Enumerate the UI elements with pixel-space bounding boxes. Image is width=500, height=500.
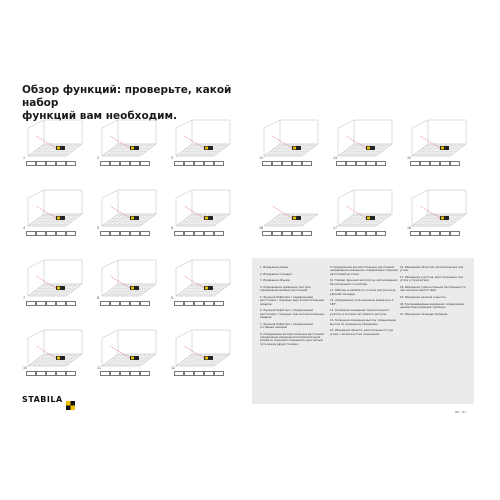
legend-item: 10. Таймер: функция автоспуска, для измерения без искажения со штатива. [330,279,398,286]
feature-cell [130,301,140,306]
legend-column-2 [330,266,398,339]
brand-name: STABILA [22,395,63,404]
function-tile-8 [96,256,162,306]
feature-cell [346,161,356,166]
feature-cell [36,161,46,166]
function-tile-12 [170,326,236,376]
feature-cell [100,161,110,166]
function-tile-6 [170,186,236,236]
feature-bar [410,231,460,236]
feature-cell [140,231,150,236]
functions-legend [252,258,474,404]
feature-cell [184,231,194,236]
feature-cell [366,231,376,236]
feature-cell [420,231,430,236]
function-tile-15 [406,116,472,166]
feature-bar [410,161,460,166]
feature-cell [66,301,76,306]
legend-item: 21. Измерение площади трапеции. [400,312,449,316]
feature-cell [120,161,130,166]
legend-item: 13. Косвенное измерение горизонтального участка, в котором нет прямого доступа. [330,309,390,316]
feature-cell [292,231,302,236]
feature-bar [26,371,76,376]
feature-cell [130,371,140,376]
feature-bar [262,231,312,236]
feature-bar [26,301,76,306]
feature-cell [356,231,366,236]
tile-number: 1 [23,156,26,160]
function-tile-14 [332,116,398,166]
legend-item: 8. Определение вспомогательных расстояний: определение измеренной вспомогательной разметки позволяет определять однотипный путь между двумя точками. [260,332,325,346]
feature-cell [46,161,56,166]
feature-bar [100,371,150,376]
feature-cell [262,161,272,166]
feature-cell [214,371,224,376]
function-tile-3 [170,116,236,166]
feature-cell [26,161,36,166]
function-tile-18 [406,186,472,236]
feature-cell [214,161,224,166]
function-tile-1 [22,116,88,166]
feature-cell [174,231,184,236]
feature-cell [272,231,282,236]
feature-cell [184,161,194,166]
feature-bar [336,161,386,166]
tile-number: 13 [259,156,264,160]
feature-cell [194,161,204,166]
tile-number: 14 [333,156,338,160]
feature-cell [214,231,224,236]
feature-cell [376,231,386,236]
feature-cell [336,161,346,166]
feature-bar [100,231,150,236]
feature-cell [140,161,150,166]
feature-cell [46,231,56,236]
brand-mark-icon [66,395,75,404]
feature-cell [204,231,214,236]
feature-cell [440,161,450,166]
feature-cell [110,301,120,306]
feature-cell [214,301,224,306]
feature-cell [194,231,204,236]
feature-cell [262,231,272,236]
feature-cell [120,371,130,376]
feature-cell [36,231,46,236]
feature-cell [174,371,184,376]
feature-bar [100,161,150,166]
feature-cell [184,371,194,376]
legend-item: 19. Измерение наклона и высоты. [400,296,447,299]
feature-cell [100,371,110,376]
feature-cell [100,301,110,306]
legend-item: 7. Функция Пифагора с определением составных замеров. [260,322,313,329]
feature-cell [282,161,292,166]
tile-number: 6 [171,226,174,230]
legend-item: 6. Функция Пифагора с определением расстояния с помощью трех вспомогательных замеров. [260,309,324,319]
feature-cell [56,161,66,166]
legend-item: 20. Трапециевидные измерения: определение неизвестных размеров трапеции. [400,302,464,309]
feature-cell [194,301,204,306]
feature-cell [26,371,36,376]
feature-bar [100,301,150,306]
feature-cell [174,301,184,306]
feature-cell [36,371,46,376]
feature-bar [174,161,224,166]
tile-number: 12 [171,366,176,370]
legend-item: 11. Рабочая зона/область, плитка для расчетов рабочей площади. [330,289,396,296]
feature-cell [56,231,66,236]
feature-cell [66,371,76,376]
feature-cell [36,301,46,306]
feature-cell [356,161,366,166]
tile-number: 11 [97,366,102,370]
tile-number: 16 [259,226,264,230]
feature-bar [174,371,224,376]
feature-cell [204,371,214,376]
feature-cell [346,231,356,236]
legend-item: 3. Измерение объема. [260,279,291,283]
feature-cell [140,371,150,376]
feature-cell [140,301,150,306]
feature-bar [26,161,76,166]
feature-cell [302,231,312,236]
feature-cell [46,301,56,306]
tile-number: 4 [23,226,26,230]
tile-number: 5 [97,226,100,230]
feature-cell [120,301,130,306]
feature-cell [194,371,204,376]
feature-bar [262,161,312,166]
legend-item: 14. Косвенное измерение высоты: определение высоты по косвенному измерению. [330,319,396,326]
feature-cell [336,231,346,236]
function-tile-5 [96,186,162,236]
feature-cell [56,301,66,306]
function-tile-13 [258,116,324,166]
tile-number: 18 [407,226,412,230]
legend-item: 12. Определение угла наклона в диапазоне ± 180°. [330,299,394,306]
tile-number: 17 [333,226,338,230]
feature-cell [410,231,420,236]
tile-number: 7 [23,296,26,300]
title-line-1: Обзор функций: проверьте, какой набор [22,84,232,109]
feature-cell [204,161,214,166]
feature-cell [430,161,440,166]
feature-cell [110,231,120,236]
feature-cell [410,161,420,166]
function-tile-7 [22,256,88,306]
legend-item: 15. Измерение объекта, расположенного под углом, с возможностью сохранения. [330,329,393,336]
function-tile-16 [258,186,324,236]
feature-cell [26,231,36,236]
feature-cell [110,371,120,376]
tile-number: 8 [97,296,100,300]
feature-cell [430,231,440,236]
feature-cell [110,161,120,166]
feature-cell [26,301,36,306]
legend-item: 2. Измерение площади. [260,272,293,276]
feature-cell [66,231,76,236]
feature-cell [440,231,450,236]
feature-bar [174,301,224,306]
tile-number: 2 [97,156,100,160]
feature-cell [366,161,376,166]
feature-cell [100,231,110,236]
feature-cell [450,231,460,236]
legend-item: 9. Определение вспомогательных расстояний: непрерывное измерение, определение отрезков/расстояний на стене. [330,266,398,276]
legend-item: 1. Измерение длины. [260,266,289,269]
feature-cell [56,371,66,376]
feature-cell [420,161,430,166]
legend-item: 4. Непрерывное измерение: быстрое определение крайних расстояний. [260,285,311,293]
legend-item: 18. Измерение горизонтальной протяженности при наличии препятствий. [400,286,466,293]
feature-cell [184,301,194,306]
feature-cell [130,231,140,236]
feature-cell [450,161,460,166]
feature-bar [174,231,224,236]
function-tile-2 [96,116,162,166]
feature-cell [204,301,214,306]
feature-cell [46,371,56,376]
brand-logo [22,395,75,404]
feature-cell [302,161,312,166]
legend-item: 5. Функция Пифагора с определением расстояния с помощью двух вспомогательных замеров. [260,295,325,306]
function-tile-9 [170,256,236,306]
tile-number: 9 [171,296,174,300]
feature-bar [26,231,76,236]
feature-cell [174,161,184,166]
tile-number: 15 [407,156,412,160]
feature-cell [282,231,292,236]
feature-cell [120,231,130,236]
legend-column-3 [400,266,468,319]
function-tile-4 [22,186,88,236]
feature-cell [292,161,302,166]
feature-cell [130,161,140,166]
page-number: 96 – 97 [455,410,467,414]
title-line-2: функций вам необходим. [22,110,178,122]
tile-number: 10 [23,366,28,370]
legend-item: 16. Измерение областей, расположенных под углом. [400,266,464,273]
function-tile-17 [332,186,398,236]
feature-cell [376,161,386,166]
legend-item: 17. Измерение участков, расположенных под углом к горизонтали. [400,276,463,283]
tile-number: 3 [171,156,174,160]
feature-cell [272,161,282,166]
legend-column-1 [260,266,328,349]
function-tile-11 [96,326,162,376]
feature-bar [336,231,386,236]
feature-cell [66,161,76,166]
function-tile-10 [22,326,88,376]
